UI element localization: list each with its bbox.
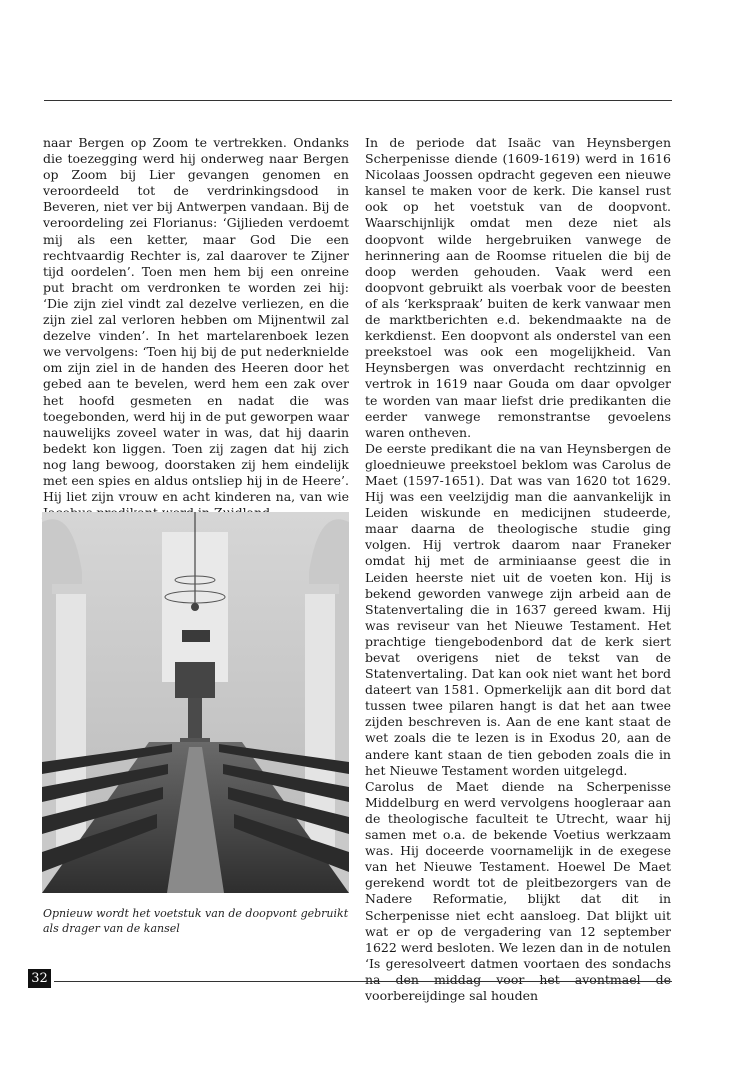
paragraph: De eerste predikant die na van Heynsbergen de gloednieuwe preekstoel beklom was Carolus de Maet (1597-1651). Dat was van 1620 tot 1629. Hij was een veelzijdig man die aanvankelijk in Leiden wiskunde en medicijnen studeerde, maar daarna de theologische studie ging volgen. Hij vertrok daarom naar Franeker omdat hij met de arminiaanse geest die in Leiden heerste niet uit de voeten kon. Hij is bekend geworden vanwege zijn arbeid aan de Statenvertaling die in 1637 gereed kwam. Hij was reviseur van het Nieuwe Testament. Het prachtige tiengebodenbord dat de kerk siert bevat overigens niet de tekst van de Statenvertaling. Dat kan ook niet want het bord dateert van 1581. Opmerkelijk aan dit bord dat tussen twee pilaren hangt is dat het aan twee zijden beschreven is. Aan de ene kant staat de wet zoals die te lezen is in Exodus 20, aan de andere kant staan de tien geboden zoals die in het Nieuwe Testament worden uitgelegd. (365, 440, 671, 778)
paragraph: Carolus de Maet diende na Scherpenisse Middelburg en werd vervolgens hoogleraar aan de theologische faculteit te Utrecht, waar hij samen met o.a. de bekende Voetius werkzaam was. Hij doceerde voornamelijk in de exegese van het Nieuwe Testament. Hoewel De Maet gerekend wordt tot de pleitbezorgers van de Nadere Reformatie, blijkt dat dit in Scherpenisse niet echt aansloeg. Dat blijkt uit wat er op de vergadering van 12 september 1622 werd besloten. We lezen dan in de notulen ‘Is geresolveert datmen voortaen des sondachs na den middag voor het avontmael de voorbereijdinge sal houden (365, 778, 671, 1003)
church-interior-photo (42, 512, 349, 893)
paragraph: naar Bergen op Zoom te vertrekken. Ondanks die toezegging werd hij onderweg naar Bergen op Zoom bij Lier gevangen genomen en veroordeeld tot de verdrinkingsdood in Beveren, niet ver bij Antwerpen vandaan. Bij de veroordeling zei Florianus: ‘Gijlieden verdoemt mij als een ketter, maar God Die een rechtvaardig Rechter is, zal daarover te Zijner tijd oordelen’. Toen men hem bij een onreine put bracht om verdronken te worden zei hij: ‘Die zijn ziel vindt zal dezelve verliezen, en die zijn ziel zal verloren hebben om Mijnentwil zal dezelve vinden’. In het martelarenboek lezen we vervolgens: ‘Toen hij bij de put nederknielde om zijn ziel in de handen des Heeren door het gebed aan te bevelen, werd hem een zak over het hoofd gesmeten en nadat die was toegebonden, werd hij in de put geworpen waar nauwelijks zoveel water in was, dat hij daarin bedekt kon liggen. Toen zij zagen dat hij zich nog lang bewoog, doorstaken zij hem eindelijk met een spies en aldus ontsliep hij in de Heere’. Hij liet zijn vrouw en acht kinderen na, van wie (43, 135, 349, 505)
left-text-column (43, 135, 349, 521)
footer-rule (54, 981, 672, 982)
paragraph: In de periode dat Isaäc van Heynsbergen Scherpenisse diende (1609-1619) werd in 1616 Nicolaas Joossen opdracht gegeven een nieuwe kansel te maken voor de kerk. Die kansel rust ook op het voetstuk van de doopvont. Waarschijnlijk omdat men deze niet als doopvont wilde hergebruiken vanwege de herinnering aan de Roomse rituelen die bij de doop werden gehouden. Vaak werd een doopvont gebruikt als voerbak voor de beesten of als ‘kerkspraak’ buiten de kerk vanwaar men de marktberichten e.d. bekendmaakte na de kerkdienst. Een doopvont als onderstel van een preekstoel was ook een mogelijkheid. Van Heynsbergen was onverdacht rechtzinnig en vertrok in 1619 naar Gouda om daar opvolger te worden van maar liefst drie predikanten die eerder vanwege remonstrantse gevoelens waren ontheven. (365, 135, 671, 440)
right-text-column (365, 135, 671, 1004)
header-rule (44, 100, 672, 101)
page-number: 32 (28, 969, 51, 988)
photo-caption: Opnieuw wordt het voetstuk van de doopvont gebruikt als drager van de kansel (43, 907, 349, 935)
